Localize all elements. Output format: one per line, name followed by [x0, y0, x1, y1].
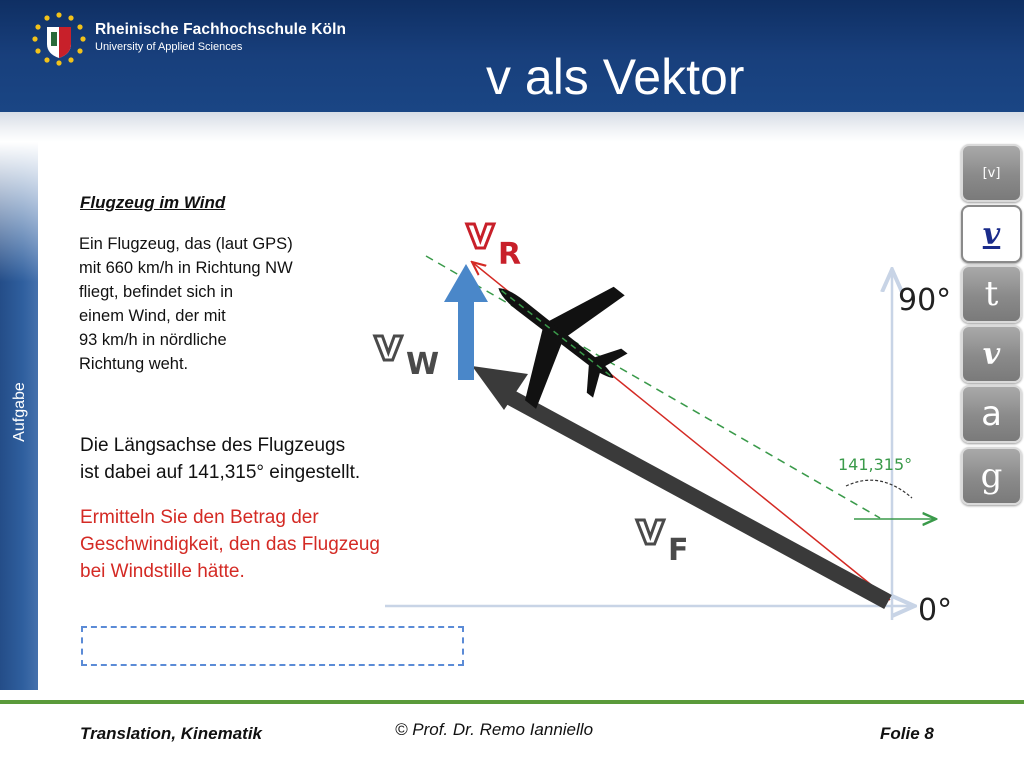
nav-label: a — [981, 394, 1002, 434]
nav-button-acceleration[interactable] — [961, 385, 1022, 443]
nav-button-velocity-active[interactable] — [961, 205, 1022, 263]
angle-arc — [846, 480, 912, 498]
vector-diagram — [374, 200, 960, 630]
flight-velocity-vector — [508, 396, 888, 602]
task-line: Richtung weht. — [79, 355, 189, 373]
task-subheading: Flugzeug im Wind — [80, 193, 226, 212]
task-description — [79, 232, 389, 376]
nav-label: t — [984, 274, 999, 314]
label-vr-sub: R — [498, 237, 522, 272]
question-line: Ermitteln Sie den Betrag der — [80, 507, 319, 528]
angle-value-label: 141,315° — [838, 455, 913, 474]
nav-label: [v] — [982, 165, 1001, 181]
wind-velocity-shaft — [458, 300, 474, 380]
nav-button-gravity[interactable] — [961, 447, 1022, 505]
axis-line: ist dabei auf 141,315° eingestellt. — [80, 462, 361, 483]
answer-input-box[interactable] — [81, 626, 464, 666]
institution-subtitle: University of Applied Sciences — [95, 41, 243, 53]
airplane-icon — [454, 231, 658, 434]
nav-button-velocity[interactable] — [961, 325, 1022, 383]
sidebar-label: Aufgabe — [11, 382, 28, 442]
nav-button-time[interactable] — [961, 265, 1022, 323]
university-logo — [30, 10, 88, 68]
sidebar-fade — [0, 142, 38, 282]
task-line: mit 660 km/h in Richtung NW — [79, 259, 293, 277]
header-sheen — [0, 112, 1024, 142]
question-line: Geschwindigkeit, den das Flugzeug — [80, 534, 380, 555]
footer-divider — [0, 700, 1024, 704]
nav-label: g — [980, 456, 1003, 496]
task-line: einem Wind, der mit — [79, 307, 226, 325]
task-line: Ein Flugzeug, das (laut GPS) — [79, 235, 293, 253]
axis-line: Die Längsachse des Flugzeugs — [80, 435, 346, 456]
footer-author: © Prof. Dr. Remo Ianniello — [395, 720, 594, 739]
nav-label: v — [982, 216, 1001, 252]
task-line: 93 km/h in nördliche — [79, 331, 227, 349]
task-line: fliegt, befindet sich in — [79, 283, 234, 301]
angle-label-0: 0° — [918, 593, 953, 628]
label-vw: v — [374, 320, 403, 371]
nav-label: v — [982, 336, 1001, 372]
angle-label-90: 90° — [898, 283, 952, 318]
institution-name: Rheinische Fachhochschule Köln — [95, 21, 347, 38]
label-vf: v — [636, 504, 665, 555]
nav-button-vector[interactable] — [961, 144, 1022, 202]
label-vw-sub: W — [406, 347, 440, 382]
footer-topic: Translation, Kinematik — [80, 724, 263, 743]
question-line: bei Windstille hätte. — [80, 561, 245, 582]
footer-slide-number: Folie 8 — [880, 724, 934, 743]
label-vf-sub: F — [668, 533, 689, 568]
label-vr: v — [466, 208, 495, 259]
slide-title: v als Vektor — [486, 49, 745, 105]
